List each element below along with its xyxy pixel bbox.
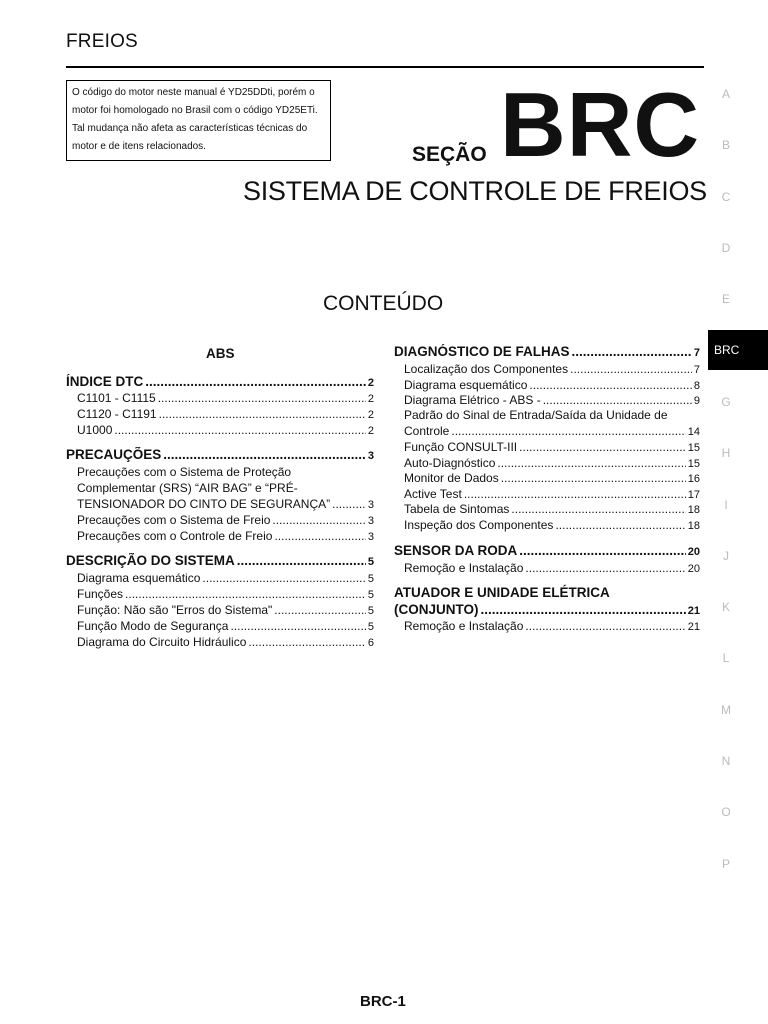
header-divider <box>66 66 704 68</box>
toc-item-srs-line[interactable]: Precauções com o Sistema de Proteção <box>77 465 292 479</box>
toc-section-indice-dtc[interactable] <box>66 374 374 389</box>
engine-note-box <box>66 80 331 161</box>
section-code: BRC <box>500 75 701 176</box>
note-line: motor foi homologado no Brasil com o código YD25ETi. <box>72 105 318 116</box>
side-index-h[interactable]: H <box>721 446 731 460</box>
contents-title: CONTEÚDO <box>323 292 444 315</box>
toc-section-atuador[interactable]: (CONJUNTO) ..... 21 <box>394 602 700 617</box>
toc-item[interactable]: Função CONSULT-III ..... 15 <box>404 440 700 454</box>
toc-item-padrao-line[interactable]: Padrão do Sinal de Entrada/Saída da Unidade de <box>404 408 668 422</box>
toc-item[interactable]: Diagrama esquemático ..... 8 <box>404 378 700 392</box>
toc-item[interactable]: Função: Não são "Erros do Sistema" ..... 5 <box>77 603 374 617</box>
toc-item[interactable]: Auto-Diagnóstico ..... 15 <box>404 456 700 470</box>
toc-item[interactable]: Monitor de Dados ..... 16 <box>404 471 700 485</box>
side-index-m[interactable]: M <box>721 703 731 717</box>
toc-section-descricao[interactable]: DESCRIÇÃO DO SISTEMA ..... 5 <box>66 553 374 568</box>
note-line: Tal mudança não afeta as características técnicas do <box>72 123 308 134</box>
toc-item[interactable]: Precauções com o Controle de Freio ..... 3 <box>77 529 374 543</box>
note-line: O código do motor neste manual é YD25DDti, porém o <box>72 87 315 98</box>
toc-item[interactable]: U1000 ..... 2 <box>77 423 374 437</box>
note-line: motor e de itens relacionados. <box>72 141 206 152</box>
side-index-n[interactable]: N <box>721 754 731 768</box>
toc-item[interactable]: Remoção e Instalação ..... 20 <box>404 561 700 575</box>
toc-title: ÍNDICE DTC <box>66 374 144 389</box>
side-index-d[interactable]: D <box>721 241 731 255</box>
side-index-k[interactable]: K <box>721 600 730 614</box>
abs-heading: ABS <box>206 346 235 361</box>
section-label: SEÇÃO <box>412 143 487 166</box>
toc-item[interactable]: Funções ..... 5 <box>77 587 374 601</box>
toc-item[interactable]: Localização dos Componentes ..... 7 <box>404 362 700 376</box>
toc-item[interactable]: Precauções com o Sistema de Freio ..... 3 <box>77 513 374 527</box>
toc-item[interactable]: Função Modo de Segurança ..... 5 <box>77 619 374 633</box>
side-index-e[interactable]: E <box>721 292 730 306</box>
toc-section-diagnostico[interactable]: DIAGNÓSTICO DE FALHAS ..... 7 <box>394 344 700 359</box>
toc-item[interactable]: Inspeção dos Componentes ..... 18 <box>404 518 700 532</box>
toc-item[interactable]: Diagrama do Circuito Hidráulico ..... 6 <box>77 635 374 649</box>
toc-item[interactable]: Tabela de Sintomas ..... 18 <box>404 502 700 516</box>
toc-item[interactable]: TENSIONADOR DO CINTO DE SEGURANÇA” ..... 3 <box>77 497 374 511</box>
side-index-j[interactable]: J <box>723 549 729 563</box>
side-index-brc-active[interactable]: BRC <box>708 330 768 370</box>
page-number: BRC-1 <box>360 993 406 1010</box>
toc-section-sensor[interactable]: SENSOR DA RODA ..... 20 <box>394 543 700 558</box>
side-index-i[interactable]: I <box>724 498 728 512</box>
toc-page: 2 <box>367 377 374 389</box>
toc-item[interactable]: C1120 - C1191 ..... 2 <box>77 407 374 421</box>
toc-section-precaucoes[interactable]: PRECAUÇÕES ..... 3 <box>66 447 374 462</box>
toc-item[interactable]: Diagrama esquemático ..... 5 <box>77 571 374 585</box>
side-index-b[interactable]: B <box>721 138 730 152</box>
toc-item[interactable]: Diagrama Elétrico - ABS - ..... 9 <box>404 393 700 407</box>
toc-item[interactable]: C1101 - C1115 ..... 2 <box>77 391 374 405</box>
toc-item[interactable]: Remoção e Instalação ..... 21 <box>404 619 700 633</box>
side-index-p[interactable]: P <box>721 857 730 871</box>
side-index-g[interactable]: G <box>721 395 731 409</box>
side-index-c[interactable]: C <box>721 190 731 204</box>
side-index-o[interactable]: O <box>721 805 731 819</box>
toc-item[interactable]: Active Test ..... 17 <box>404 487 700 501</box>
toc-section-atuador-line1[interactable]: ATUADOR E UNIDADE ELÉTRICA <box>394 585 610 600</box>
section-title: SISTEMA DE CONTROLE DE FREIOS <box>243 176 707 206</box>
side-index-l[interactable]: L <box>722 651 730 665</box>
header-title: FREIOS <box>66 31 138 52</box>
toc-item-srs-line[interactable]: Complementar (SRS) “AIR BAG” e “PRÉ- <box>77 481 298 495</box>
side-index-a[interactable]: A <box>721 87 730 101</box>
toc-item[interactable]: Controle ..... 14 <box>404 424 700 438</box>
